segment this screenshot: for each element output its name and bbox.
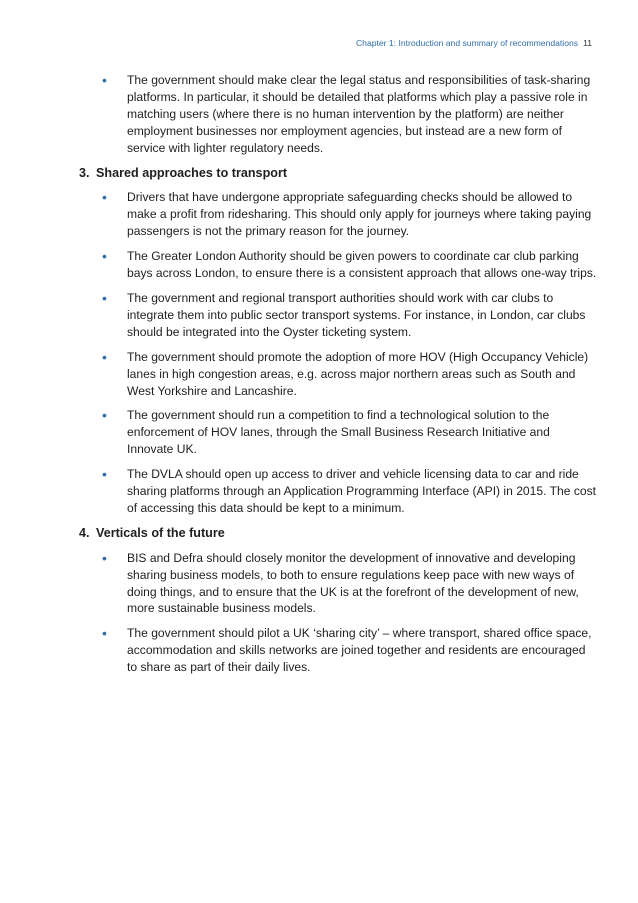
list-item: [79, 550, 597, 618]
page-number: 11: [583, 38, 592, 48]
list-item: [79, 189, 597, 240]
list-item: [79, 248, 597, 282]
section-number: 3.: [79, 165, 90, 180]
section-heading: [79, 165, 597, 182]
bullet-icon: •: [102, 348, 107, 365]
bullet-icon: •: [102, 549, 107, 566]
bullet-text: Drivers that have undergone appropriate safeguarding checks should be allowed to make a profit from ridesharing. This should only apply for journeys where taking paying passengers is not the primary reason for the journey.: [127, 190, 592, 239]
bullet-text: The government should promote the adoption of more HOV (High Occupancy Vehicle) lanes in high congestion areas, e.g. across major northern areas such as South and West Yorkshire and Lancashire.: [127, 349, 589, 398]
bullet-text: The government should pilot a UK ‘sharing city’ – where transport, shared office space, accommodation and skills networks are joined together and residents are encouraged to share as part of their daily lives.: [127, 626, 592, 675]
list-item: [79, 349, 597, 400]
bullet-icon: •: [102, 407, 107, 424]
running-header: [356, 38, 592, 48]
bullet-text: The government should run a competition to find a technological solution to the enforcement of HOV lanes, through the Small Business Research Initiative and Innovate UK.: [127, 408, 550, 457]
page-content: [79, 72, 597, 684]
bullet-icon: •: [102, 625, 107, 642]
bullet-icon: •: [102, 466, 107, 483]
list-item: [79, 625, 597, 676]
section-heading: [79, 525, 597, 542]
bullet-text: The government and regional transport authorities should work with car clubs to integrate them into public sector transport systems. For instance, in London, car clubs should be integrated into the Oyster ticketing system.: [127, 290, 586, 339]
list-item: [79, 407, 597, 458]
bullet-icon: •: [102, 248, 107, 265]
bullet-text: BIS and Defra should closely monitor the development of innovative and developing sharing business models, to both to ensure regulations keep pace with new ways of doing things, and to ensure that the UK is at the forefront of the development of new, more sustainable business models.: [127, 550, 579, 616]
chapter-title: Chapter 1: Introduction and summary of recommendations: [355, 38, 579, 48]
bullet-text: The government should make clear the legal status and responsibilities of task-sharing platforms. In particular, it should be detailed that platforms which play a passive role in matching users (where there is no human intervention by the platform) are neither employment businesses nor employment agencies, but instead are a new form of service with lighter regulatory needs.: [127, 73, 591, 155]
bullet-text: The DVLA should open up access to driver and vehicle licensing data to car and ride sharing platforms through an Application Programming Interface (API) in 2015. The cost of accessing this data should be kept to a minimum.: [127, 467, 596, 515]
list-item: [79, 290, 597, 341]
bullet-icon: •: [102, 289, 107, 306]
bullet-icon: •: [102, 189, 107, 206]
bullet-icon: •: [102, 72, 107, 88]
section-title: Shared approaches to transport: [96, 165, 288, 180]
section-title: Verticals of the future: [96, 525, 225, 540]
list-item: [79, 466, 597, 517]
section-number: 4.: [79, 525, 90, 540]
bullet-text: The Greater London Authority should be given powers to coordinate car club parking bays across London, to ensure there is a consistent approach that allows one-way trips.: [127, 249, 597, 281]
list-item: [79, 72, 597, 157]
